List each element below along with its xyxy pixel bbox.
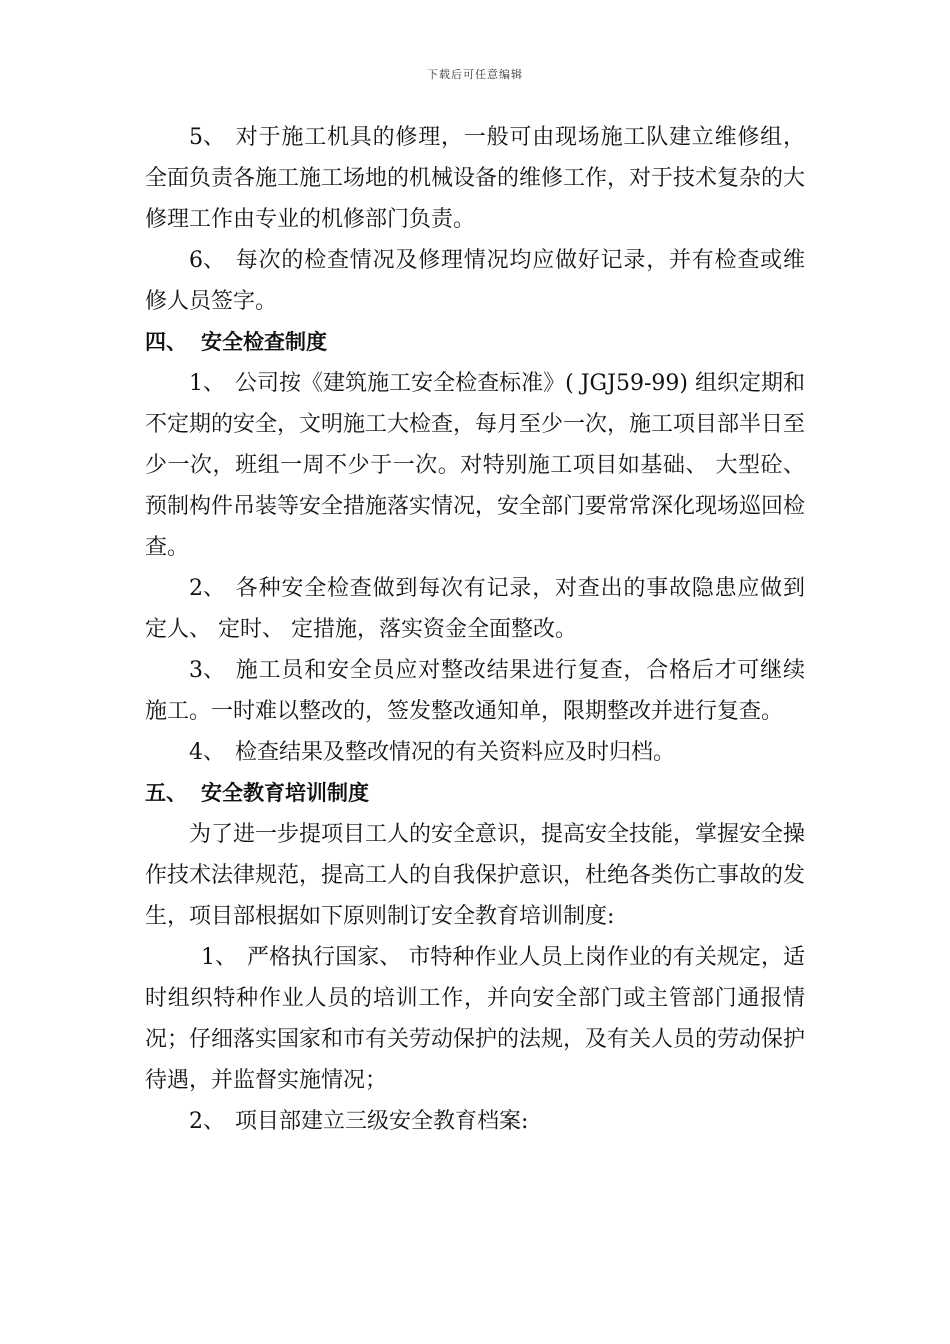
- paragraph-item-4: [145, 732, 805, 773]
- paragraph-item-2: [145, 568, 805, 650]
- paragraph-item-3: [145, 650, 805, 732]
- paragraph-item-1: [145, 363, 805, 568]
- item-number: 2、: [189, 576, 225, 601]
- paragraph-item-2-training: [145, 1101, 805, 1142]
- document-body: [145, 117, 805, 1142]
- paragraph-intro: [145, 814, 805, 937]
- paragraph-text: 项目部建立三级安全教育档案:: [235, 1109, 529, 1134]
- item-number: 1、: [201, 945, 237, 970]
- section-heading-4: [145, 322, 805, 363]
- paragraph-item-6: [145, 240, 805, 322]
- item-number: 6、: [189, 248, 225, 273]
- paragraph-text: 严格执行国家、 市特种作业人员上岗作业的有关规定，适时组织特种作业人员的培训工作，并向安全部门或主管部门通报情况；仔细落实国家和市有关劳动保护的法规，及有关人员的劳动保护待遇，并监督实施情况；: [145, 945, 806, 1093]
- paragraph-text: 检查结果及整改情况的有关资料应及时归档。: [235, 740, 676, 765]
- heading-text: 安全教育培训制度: [201, 781, 369, 805]
- paragraph-item-1-training: [145, 937, 805, 1101]
- paragraph-text: 施工员和安全员应对整改结果进行复查，合格后才可继续施工。一时难以整改的，签发整改通知单，限期整改并进行复查。: [145, 658, 805, 724]
- item-number: 1、: [189, 371, 225, 396]
- heading-number: 四、: [145, 330, 187, 354]
- page-header-note: 下载后可任意编辑: [427, 68, 523, 81]
- paragraph-text: 各种安全检查做到每次有记录，对查出的事故隐患应做到定人、 定时、 定措施，落实资金全面整改。: [145, 576, 805, 642]
- item-number: 5、: [189, 125, 225, 150]
- section-heading-5: [145, 773, 805, 814]
- item-number: 2、: [189, 1109, 225, 1134]
- paragraph-text: 公司按《建筑施工安全检查标准》( JGJ59-99) 组织定期和不定期的安全，文明施工大检查，每月至少一次，施工项目部半日至少一次，班组一周不少于一次。对特别施工项目如基础、 大型砼、 预制构件吊装等安全措施落实情况，安全部门要常常深化现场巡回检查。: [145, 371, 806, 560]
- paragraph-text: 对于施工机具的修理，一般可由现场施工队建立维修组，全面负责各施工施工场地的机械设备的维修工作，对于技术复杂的大修理工作由专业的机修部门负责。: [145, 125, 806, 232]
- heading-number: 五、: [145, 781, 187, 805]
- paragraph-text: 每次的检查情况及修理情况均应做好记录，并有检查或维修人员签字。: [145, 248, 805, 314]
- item-number: 3、: [189, 658, 225, 683]
- item-number: 4、: [189, 740, 225, 765]
- heading-text: 安全检查制度: [201, 330, 327, 354]
- paragraph-text: 为了进一步提项目工人的安全意识，提高安全技能，掌握安全操作技术法律规范，提高工人的自我保护意识，杜绝各类伤亡事故的发生，项目部根据如下原则制订安全教育培训制度:: [145, 822, 806, 929]
- paragraph-item-5: [145, 117, 805, 240]
